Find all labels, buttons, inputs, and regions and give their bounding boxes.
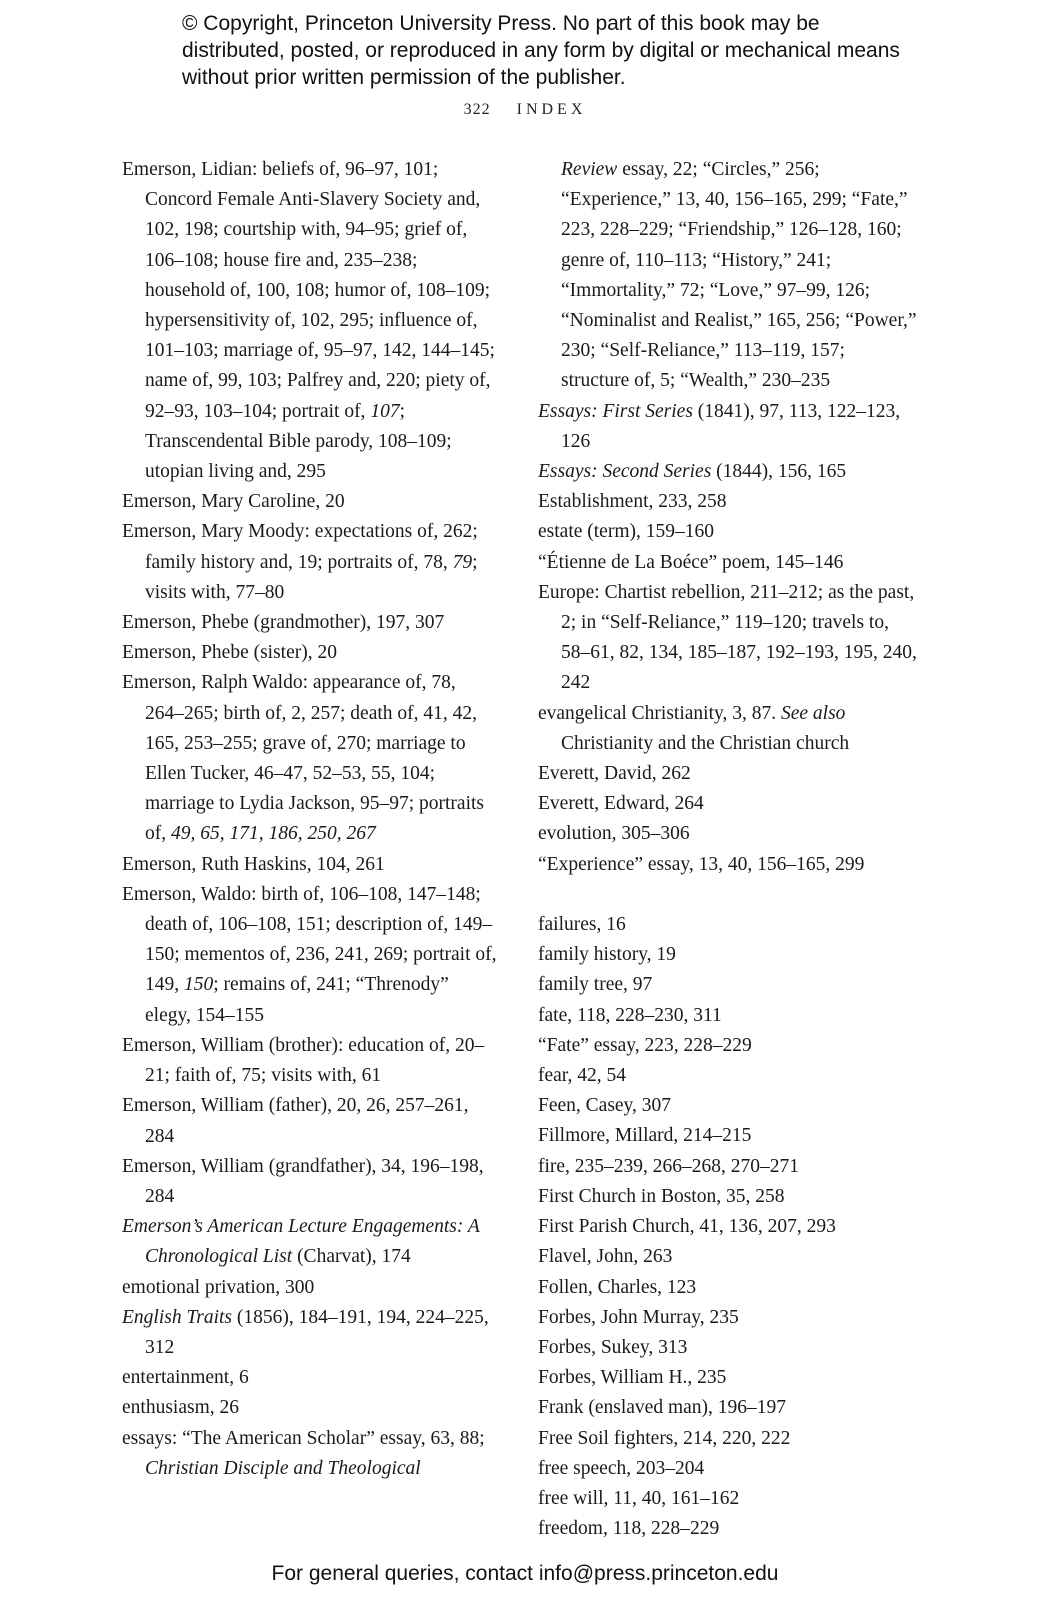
index-entry xyxy=(538,457,918,487)
entry-italic: Christian Disciple and Theological xyxy=(145,1457,421,1479)
entry-text: fate, 118, 228–230, 311 xyxy=(538,1004,722,1026)
index-entry xyxy=(122,850,498,880)
index-entry xyxy=(538,819,918,849)
index-entry xyxy=(538,1424,918,1454)
index-entry xyxy=(538,789,918,819)
index-entry xyxy=(122,1393,498,1423)
entry-text: Emerson, Mary Moody: expectations of, 262; family history and, 19; portraits of, 78, xyxy=(122,521,478,573)
index-entry xyxy=(122,517,498,608)
entry-text: estate (term), 159–160 xyxy=(538,521,714,543)
copyright-notice: © Copyright, Princeton University Press. No part of this book may be distributed, posted, or reproduced in any form by digital or mechanical means without prior written permission of the publisher. xyxy=(182,12,900,89)
entry-text: Forbes, William H., 235 xyxy=(538,1367,727,1389)
entry-italic: 49, 65, 171, 186, 250, 267 xyxy=(171,823,376,845)
index-entry xyxy=(538,1182,918,1212)
index-entry xyxy=(122,668,498,849)
entry-text: evangelical Christianity, 3, 87. xyxy=(538,702,781,724)
section-title: INDEX xyxy=(516,101,587,118)
index-column-right xyxy=(538,155,918,1544)
entry-text-cont: ; Transcendental Bible parody, 108–109; utopian living and, 295 xyxy=(145,400,452,483)
entry-italic: 150 xyxy=(184,974,214,996)
entry-text-cont: Christianity and the Christian church xyxy=(561,732,850,754)
entry-text: Emerson, Mary Caroline, 20 xyxy=(122,491,345,513)
index-entry xyxy=(538,1333,918,1363)
entry-text: Everett, Edward, 264 xyxy=(538,793,704,815)
index-column-left xyxy=(122,155,498,1484)
entry-text: (Charvat), 174 xyxy=(292,1246,411,1268)
entry-text: fire, 235–239, 266–268, 270–271 xyxy=(538,1155,800,1177)
index-entry xyxy=(122,880,498,1031)
index-entry xyxy=(538,850,918,880)
index-entry xyxy=(122,1303,498,1363)
entry-text: Fillmore, Millard, 214–215 xyxy=(538,1125,752,1147)
entry-text: Emerson, William (brother): education of, 20–21; faith of, 75; visits with, 61 xyxy=(122,1034,485,1087)
entry-italic: 79 xyxy=(452,551,473,573)
entry-text: Emerson, Ruth Haskins, 104, 261 xyxy=(122,853,385,875)
entry-text-cont: ; remains of, 241; “Threnody” elegy, 154–155 xyxy=(145,974,449,1026)
entry-text: First Church in Boston, 35, 258 xyxy=(538,1185,785,1207)
entry-text: Europe: Chartist rebellion, 211–212; as the past, 2; in “Self-Reliance,” 119–120; travels to, 58–61, 82, 134, 185–187, 192–193, 195, 240, 242 xyxy=(538,581,917,694)
entry-text: Emerson, William (father), 20, 26, 257–261, 284 xyxy=(122,1095,469,1147)
index-entry xyxy=(538,1393,918,1423)
entry-text: (1856), 184–191, 194, 224–225, 312 xyxy=(145,1306,489,1358)
index-entry xyxy=(538,397,918,457)
entry-italic: See also xyxy=(780,702,846,724)
entry-text: (1841), 97, 113, 122–123, 126 xyxy=(561,400,901,452)
entry-text: “Fate” essay, 223, 228–229 xyxy=(538,1034,752,1056)
index-entry xyxy=(538,155,918,397)
index-entry xyxy=(538,970,918,1000)
entry-text-cont: ; visits with, 77–80 xyxy=(145,551,478,603)
entry-text: free speech, 203–204 xyxy=(538,1457,705,1479)
entry-text: “Experience” essay, 13, 40, 156–165, 299 xyxy=(538,853,865,875)
index-entry xyxy=(122,1031,498,1091)
entry-text: Flavel, John, 263 xyxy=(538,1246,673,1268)
entry-text: Emerson, Lidian: beliefs of, 96–97, 101; Concord Female Anti-Slavery Society and, 102, 198; courtship with, 94–95; grief of, 106–108; house fire and, 235–238; household of, 100, 108; humor of, 108–109; hypersensitivity of, 102, 295; influence of, 101–103; marriage of, 95–97, 142, 144–145; name of, 99, 103; Palfrey and, 220; piety of, 92–93, 103–104; portrait of, xyxy=(122,159,495,422)
index-entry xyxy=(538,487,918,517)
index-entry xyxy=(538,910,918,940)
index-entry xyxy=(538,1031,918,1061)
entry-italic-lead: Essays: First Series xyxy=(538,400,693,422)
index-entry xyxy=(538,1303,918,1333)
index-entry xyxy=(538,1514,918,1544)
entry-text: family tree, 97 xyxy=(538,974,653,996)
entry-text: fear, 42, 54 xyxy=(538,1065,627,1087)
entry-text: Follen, Charles, 123 xyxy=(538,1276,697,1298)
entry-italic-lead: Essays: Second Series xyxy=(538,461,712,483)
entry-text: Emerson, Ralph Waldo: appearance of, 78, 264–265; birth of, 2, 257; death of, 41, 42, 165, 253–255; grave of, 270; marriage to Ellen Tucker, 46–47, 52–53, 55, 104; marriage to Lydia Jackson, 95–97; portraits of, xyxy=(122,672,485,845)
index-entry xyxy=(122,638,498,668)
entry-italic-lead: Review xyxy=(561,159,618,180)
index-entry xyxy=(538,940,918,970)
entry-italic: 107 xyxy=(370,400,400,422)
index-entry xyxy=(538,548,918,578)
letter-group-gap xyxy=(538,880,918,910)
index-entry xyxy=(538,1212,918,1242)
index-entry xyxy=(122,1273,498,1303)
entry-text: Forbes, Sukey, 313 xyxy=(538,1336,688,1358)
entry-text: essays: “The American Scholar” essay, 63, 88; xyxy=(122,1427,485,1449)
index-entry xyxy=(122,1363,498,1393)
entry-text: Feen, Casey, 307 xyxy=(538,1095,672,1117)
index-entry xyxy=(538,1363,918,1393)
index-entry xyxy=(538,1061,918,1091)
entry-text: family history, 19 xyxy=(538,944,676,966)
index-entry xyxy=(538,1484,918,1514)
entry-text: Emerson, Phebe (grandmother), 197, 307 xyxy=(122,612,445,634)
entry-text: failures, 16 xyxy=(538,914,626,936)
entry-text: freedom, 118, 228–229 xyxy=(538,1518,720,1540)
index-entry xyxy=(122,1091,498,1151)
entry-text: evolution, 305–306 xyxy=(538,823,690,845)
entry-text: Emerson, William (grandfather), 34, 196–198, 284 xyxy=(122,1155,484,1207)
entry-text: Emerson, Waldo: birth of, 106–108, 147–148; death of, 106–108, 151; description of, 149–150; mementos of, 236, 241, 269; portrait of, 149, xyxy=(122,883,497,996)
index-entry xyxy=(122,1212,498,1272)
index-entry xyxy=(538,1454,918,1484)
entry-italic-lead: English Traits xyxy=(122,1306,232,1328)
entry-text: (1844), 156, 165 xyxy=(711,461,847,483)
index-entry xyxy=(122,155,498,487)
index-entry xyxy=(538,517,918,547)
index-entry xyxy=(538,578,918,699)
index-entry xyxy=(538,1242,918,1272)
entry-italic-lead: Emerson’s American Lecture Engagements: A Chronological List xyxy=(122,1216,480,1268)
entry-text: enthusiasm, 26 xyxy=(122,1397,239,1419)
index-entry xyxy=(538,1152,918,1182)
entry-text: Everett, David, 262 xyxy=(538,763,691,785)
index-entry xyxy=(538,1001,918,1031)
entry-text: Frank (enslaved man), 196–197 xyxy=(538,1397,787,1419)
entry-text: Emerson, Phebe (sister), 20 xyxy=(122,642,337,664)
running-head xyxy=(0,101,1050,119)
index-entry xyxy=(538,1091,918,1121)
page-number: 322 xyxy=(463,101,491,118)
index-entry xyxy=(538,1273,918,1303)
entry-text: Forbes, John Murray, 235 xyxy=(538,1306,739,1328)
entry-text: entertainment, 6 xyxy=(122,1367,249,1389)
entry-text: Establishment, 233, 258 xyxy=(538,491,727,513)
entry-text: First Parish Church, 41, 136, 207, 293 xyxy=(538,1216,836,1238)
entry-text: free will, 11, 40, 161–162 xyxy=(538,1487,740,1509)
index-entry xyxy=(538,759,918,789)
entry-text: “Étienne de La Boéce” poem, 145–146 xyxy=(538,551,844,573)
index-entry xyxy=(122,487,498,517)
index-entry xyxy=(122,1152,498,1212)
index-entry xyxy=(538,1121,918,1151)
entry-text: emotional privation, 300 xyxy=(122,1276,315,1298)
entry-text: Free Soil fighters, 214, 220, 222 xyxy=(538,1427,791,1449)
index-entry xyxy=(122,608,498,638)
index-entry xyxy=(538,699,918,759)
entry-text: essay, 22; “Circles,” 256; “Experience,” 13, 40, 156–165, 299; “Fate,” 223, 228–229; “Friendship,” 126–128, 160; genre of, 110–113; “History,” 241; “Immortality,” 72; “Love,” 97–99, 126; “Nominalist and Realist,” 165, 256; “Power,” 230; “Self-Reliance,” 113–119, 157; structure of, 5; “Wealth,” 230–235 xyxy=(561,159,917,392)
index-entry xyxy=(122,1424,498,1484)
footer-contact: For general queries, contact info@press.princeton.edu xyxy=(271,1562,779,1585)
